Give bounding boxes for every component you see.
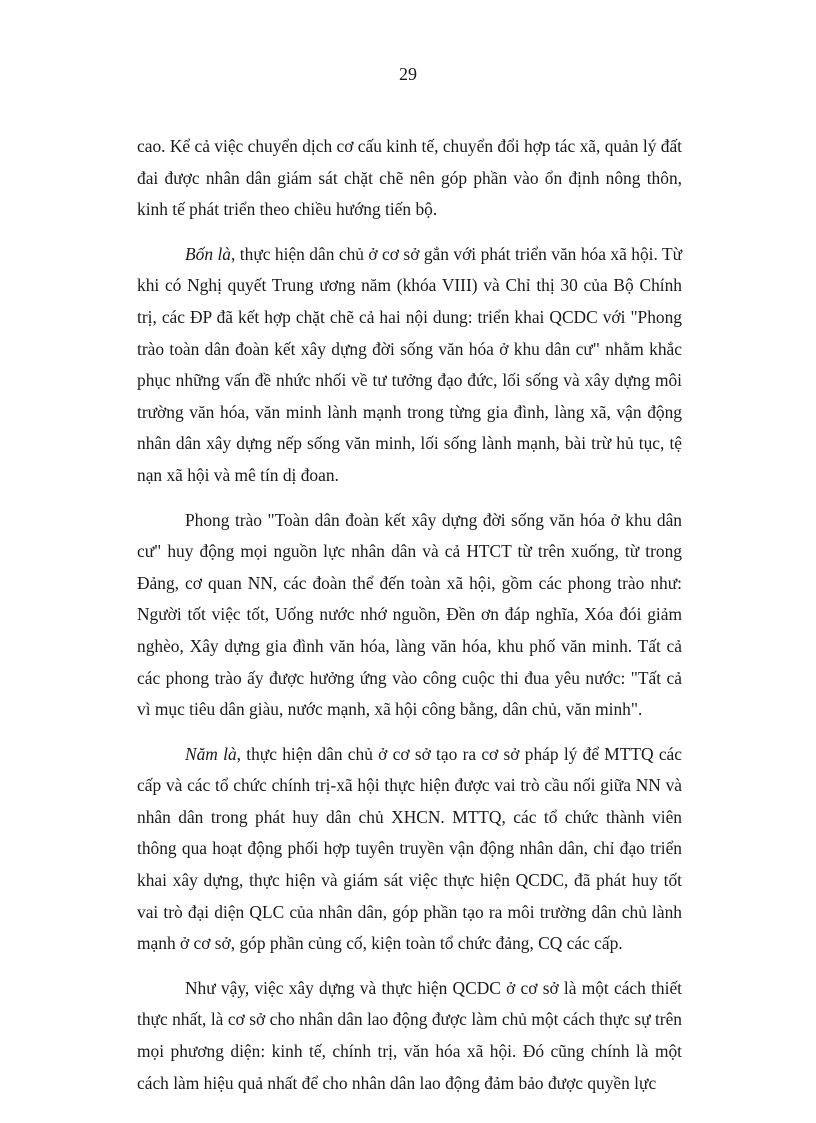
paragraph-nhu-vay xyxy=(137,973,682,1099)
paragraph-lead: Năm là xyxy=(185,743,237,764)
paragraph-continuation xyxy=(137,131,682,226)
paragraph-text: cao. Kể cả việc chuyển dịch cơ cấu kinh tế, chuyển đổi hợp tác xã, quản lý đất đai được nhân dân giám sát chặt chẽ nên góp phần vào ổn định nông thôn, kinh tế phát triển theo chiều hướng tiến bộ. xyxy=(137,136,682,220)
paragraph-text: Như vậy, việc xây dựng và thực hiện QCDC ở cơ sở là một cách thiết thực nhất, là cơ sở cho nhân dân lao động được làm chủ một cách thực sự trên mọi phương diện: kinh tế, chính trị, văn hóa xã hội. Đó cũng chính là một cách làm hiệu quả nhất để cho nhân dân lao động đảm bảo được quyền lực xyxy=(137,977,682,1093)
paragraph-nam-la xyxy=(137,739,682,960)
paragraph-lead: Bốn là xyxy=(185,243,231,264)
paragraph-text: Phong trào "Toàn dân đoàn kết xây dựng đời sống văn hóa ở khu dân cư" huy động mọi nguồn lực nhân dân và cả HTCT từ trên xuống, từ trong Đảng, cơ quan NN, các đoàn thể đến toàn xã hội, gồm các phong trào như: Người tốt việc tốt, Uống nước nhớ nguồn, Đền ơn đáp nghĩa, Xóa đói giảm nghèo, Xây dựng gia đình văn hóa, làng văn hóa, khu phố văn minh. Tất cả các phong trào ấy được hưởng ứng vào công cuộc thi đua yêu nước: "Tất cả vì mục tiêu dân giàu, nước mạnh, xã hội công bằng, dân chủ, văn minh". xyxy=(137,509,682,720)
body-text xyxy=(137,131,682,1112)
paragraph-phong-trao xyxy=(137,505,682,726)
paragraph-text: , thực hiện dân chủ ở cơ sở gắn với phát triển văn hóa xã hội. Từ khi có Nghị quyết Trung ương năm (khóa VIII) và Chỉ thị 30 của Bộ Chính trị, các ĐP đã kết hợp chặt chẽ cả hai nội dung: triển khai QCDC với "Phong trào toàn dân đoàn kết xây dựng đời sống văn hóa ở khu dân cư" nhằm khắc phục những vấn đề nhức nhối về tư tưởng đạo đức, lối sống và xây dựng môi trường văn hóa, văn minh lành mạnh trong từng gia đình, làng xã, vận động nhân dân xây dựng nếp sống văn minh, lối sống lành mạnh, bài trừ hủ tục, tệ nạn xã hội và mê tín dị đoan. xyxy=(137,243,682,485)
paragraph-bon-la xyxy=(137,239,682,492)
paragraph-text: , thực hiện dân chủ ở cơ sở tạo ra cơ sở pháp lý để MTTQ các cấp và các tổ chức chính trị-xã hội thực hiện được vai trò cầu nối giữa NN và nhân dân trong phát huy dân chủ XHCN. MTTQ, các tổ chức thành viên thông qua hoạt động phối hợp tuyên truyền vận động nhân dân, chỉ đạo triển khai xây dựng, thực hiện và giám sát việc thực hiện QCDC, đã phát huy tốt vai trò đại diện QLC của nhân dân, góp phần tạo ra môi trường dân chủ lành mạnh ở cơ sở, góp phần củng cố, kiện toàn tổ chức đảng, CQ các cấp. xyxy=(137,743,682,954)
page-number: 29 xyxy=(399,64,417,84)
